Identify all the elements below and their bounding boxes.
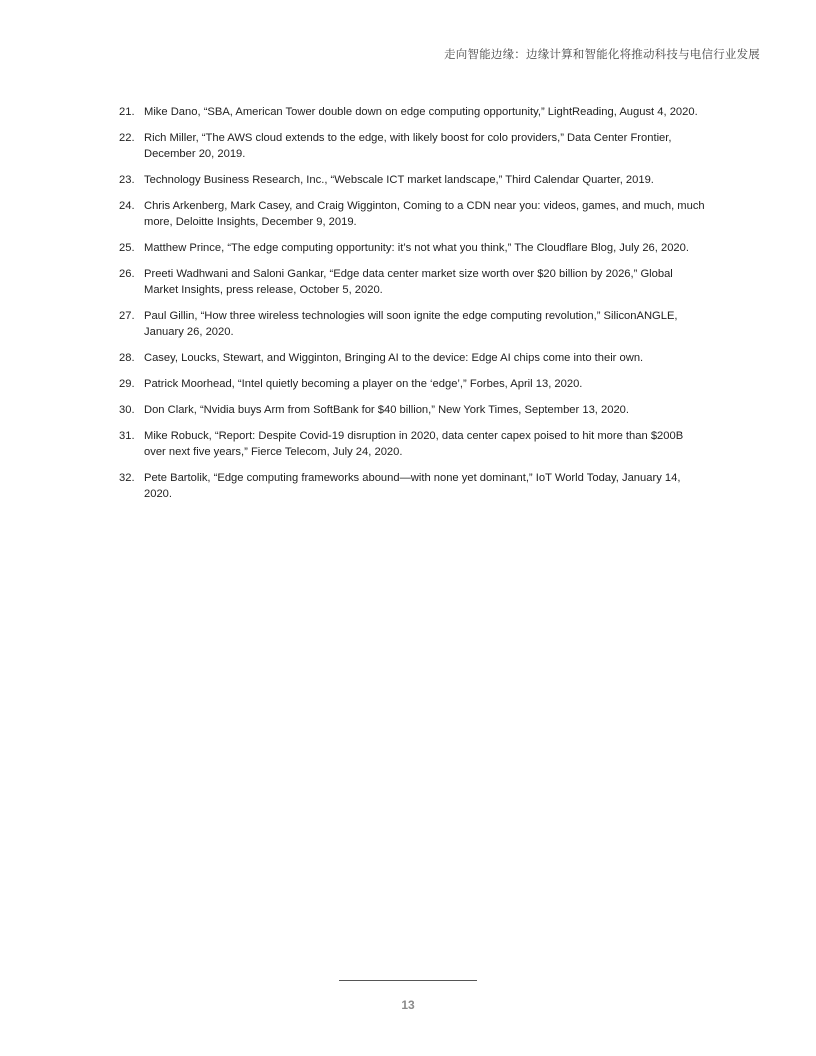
reference-item <box>116 470 706 502</box>
reference-number: 24. <box>119 200 135 212</box>
reference-text: Don Clark, “Nvidia buys Arm from SoftBank for $40 billion,” New York Times, September 13, 2020. <box>144 404 630 416</box>
reference-number: 25. <box>119 242 135 254</box>
reference-text: Technology Business Research, Inc., “Webscale ICT market landscape,” Third Calendar Quarter, 2019. <box>144 174 654 186</box>
reference-number: 31. <box>119 430 135 442</box>
reference-number: 26. <box>119 268 135 280</box>
reference-text: Paul Gillin, “How three wireless technologies will soon ignite the edge computing revolution,” SiliconANGLE, January 26, 2020. <box>144 310 678 338</box>
reference-number: 28. <box>119 352 135 364</box>
reference-number: 27. <box>119 310 135 322</box>
reference-number: 23. <box>119 174 135 186</box>
reference-item <box>116 172 706 188</box>
reference-number: 30. <box>119 404 135 416</box>
reference-text: Preeti Wadhwani and Saloni Gankar, “Edge data center market size worth over $20 billion by 2026,” Global Market Insights, press release, October 5, 2020. <box>144 268 673 296</box>
reference-item <box>116 308 706 340</box>
reference-number: 29. <box>119 378 135 390</box>
reference-number: 22. <box>119 132 135 144</box>
reference-item <box>116 402 706 418</box>
reference-text: Pete Bartolik, “Edge computing frameworks abound—with none yet dominant,” IoT World Today, January 14, 2020. <box>144 472 681 500</box>
page-number: 13 <box>401 998 415 1012</box>
reference-item <box>116 428 706 460</box>
reference-text: Mike Robuck, “Report: Despite Covid-19 disruption in 2020, data center capex poised to hit more than $200B over next five years,” Fierce Telecom, July 24, 2020. <box>144 430 684 458</box>
reference-item <box>116 266 706 298</box>
reference-text: Patrick Moorhead, “Intel quietly becoming a player on the ‘edge’,” Forbes, April 13, 2020. <box>144 378 583 390</box>
reference-item <box>116 198 706 230</box>
reference-number: 21. <box>119 106 135 118</box>
reference-item <box>116 240 706 256</box>
reference-text: Rich Miller, “The AWS cloud extends to the edge, with likely boost for colo providers,” Data Center Frontier, December 20, 2019. <box>144 132 672 160</box>
reference-item <box>116 350 706 366</box>
reference-text: Casey, Loucks, Stewart, and Wigginton, Bringing AI to the device: Edge AI chips come into their own. <box>144 352 644 364</box>
footer-divider <box>339 980 477 981</box>
running-header: 走向智能边缘：边缘计算和智能化将推动科技与电信行业发展 <box>444 49 760 61</box>
reference-list <box>116 104 706 512</box>
reference-number: 32. <box>119 472 135 484</box>
reference-item <box>116 130 706 162</box>
reference-item <box>116 104 706 120</box>
reference-item <box>116 376 706 392</box>
reference-text: Chris Arkenberg, Mark Casey, and Craig Wigginton, Coming to a CDN near you: videos, games, and much, much more, Deloitte Insights, December 9, 2019. <box>144 200 705 228</box>
reference-text: Mike Dano, “SBA, American Tower double down on edge computing opportunity,” LightReading, August 4, 2020. <box>144 106 698 118</box>
reference-text: Matthew Prince, “The edge computing opportunity: it’s not what you think,” The Cloudflare Blog, July 26, 2020. <box>144 242 689 254</box>
